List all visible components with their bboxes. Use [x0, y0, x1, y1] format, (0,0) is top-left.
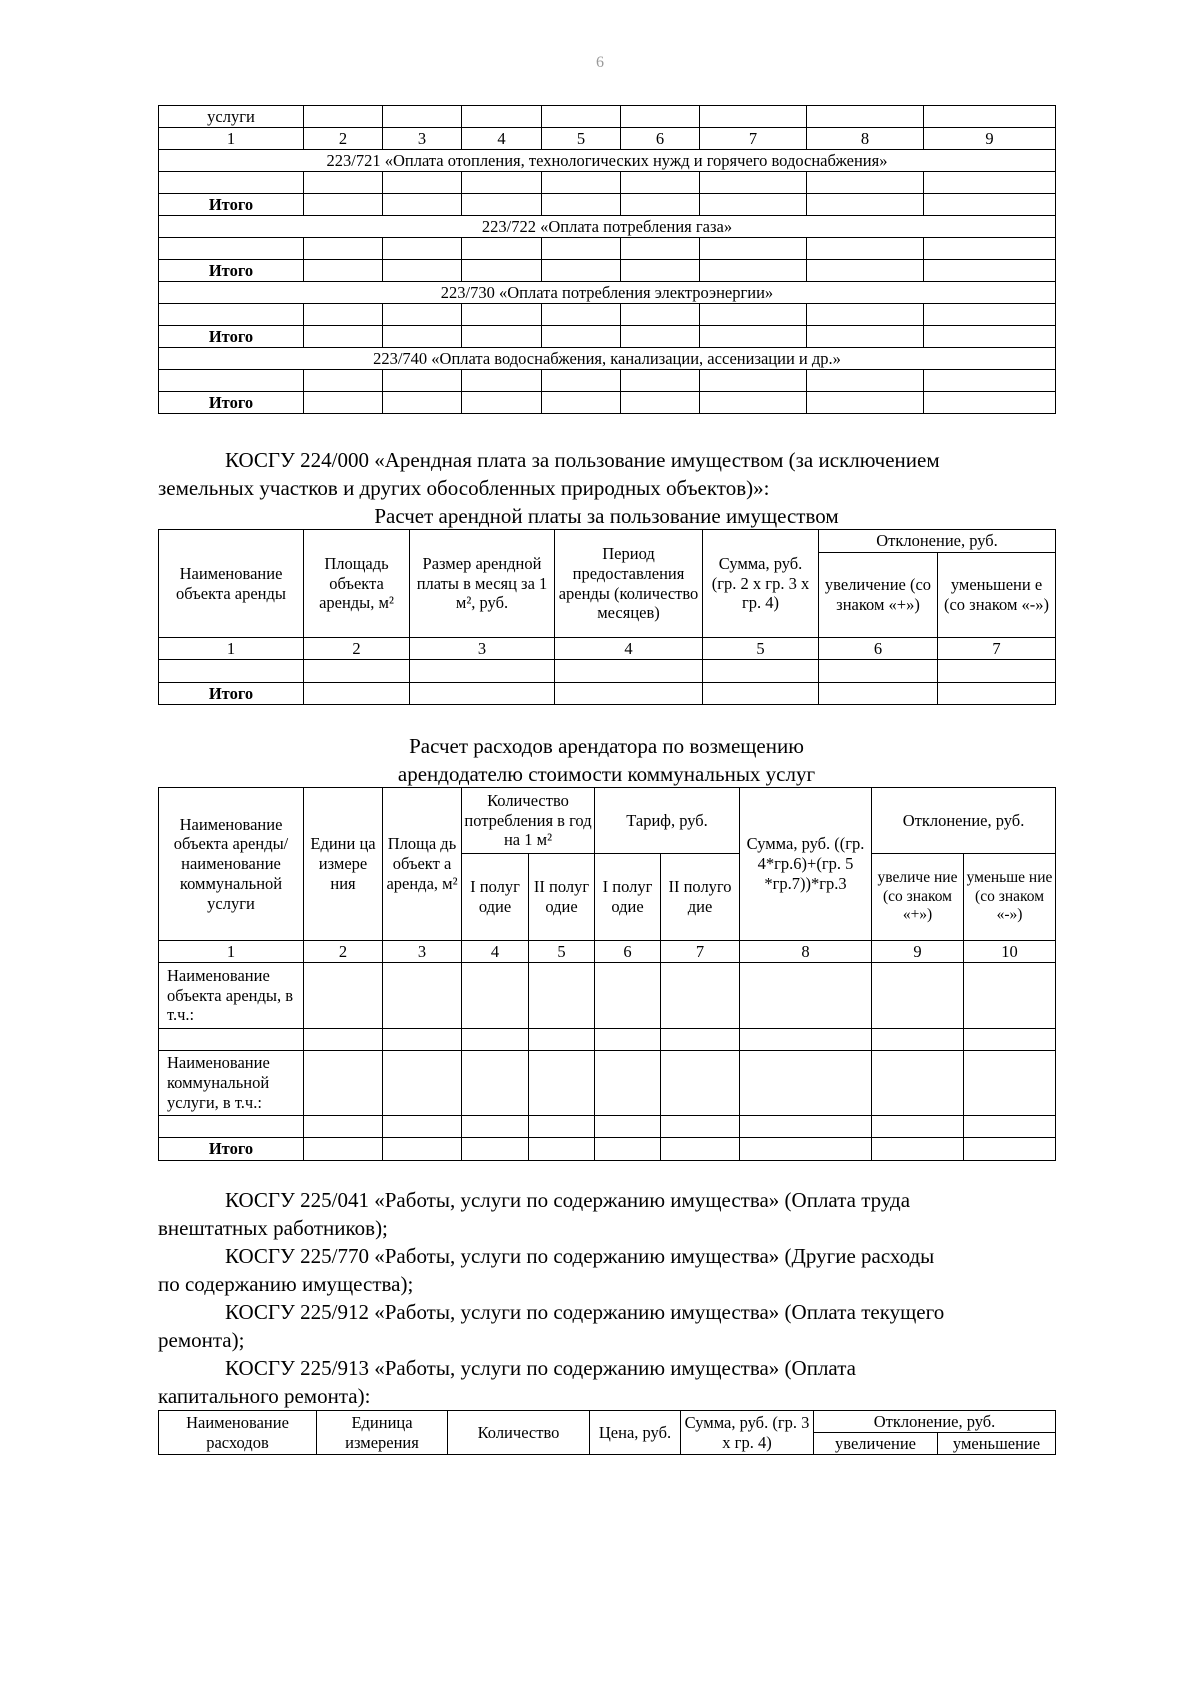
- paragraph-line: КОСГУ 225/770 «Работы, услуги по содержанию имущества» (Другие расходы: [225, 1244, 935, 1268]
- empty-cell: [700, 260, 807, 282]
- empty-cell: [621, 260, 700, 282]
- col-num: 2: [304, 941, 383, 963]
- empty-cell: [872, 1138, 964, 1161]
- empty-cell: [621, 106, 700, 128]
- empty-cell: [529, 1116, 595, 1138]
- column-numbers-row: [159, 128, 1056, 150]
- paragraph-line: КОСГУ 225/041 «Работы, услуги по содержанию имущества» (Оплата труда: [225, 1188, 911, 1212]
- kosgu-225-paragraphs: [158, 1186, 1055, 1410]
- total-row: [159, 194, 1056, 216]
- caption-line: Расчет расходов арендатора по возмещению: [409, 734, 804, 758]
- empty-cell: [304, 1029, 383, 1051]
- header-cell: Цена, руб.: [590, 1411, 681, 1455]
- total-row: [159, 683, 1056, 705]
- empty-cell: [700, 172, 807, 194]
- utility-reimbursement-table: [158, 787, 1056, 1161]
- col-num: 8: [807, 128, 924, 150]
- empty-cell: [383, 304, 462, 326]
- header-cell: II полуг одие: [529, 854, 595, 941]
- empty-cell: [529, 963, 595, 1029]
- table-row: [159, 172, 1056, 194]
- empty-cell: [807, 172, 924, 194]
- empty-cell: [964, 1029, 1056, 1051]
- col-num: 10: [964, 941, 1056, 963]
- col-num: 2: [304, 638, 410, 660]
- col-num: 4: [462, 941, 529, 963]
- empty-cell: [621, 392, 700, 414]
- empty-cell: [159, 172, 304, 194]
- table-row: [159, 1029, 1056, 1051]
- table-row: [159, 1051, 1056, 1116]
- empty-cell: [621, 194, 700, 216]
- table-row: [159, 660, 1056, 683]
- empty-cell: [555, 683, 703, 705]
- header-cell: увеличе ние (со знаком «+»): [872, 854, 964, 941]
- empty-cell: [304, 238, 383, 260]
- empty-cell: [383, 1116, 462, 1138]
- empty-cell: [529, 1138, 595, 1161]
- empty-cell: [462, 172, 542, 194]
- header-cell: Тариф, руб.: [595, 788, 740, 854]
- rent-table-caption: Расчет арендной платы за пользование имуществом: [374, 504, 839, 528]
- col-num: 2: [304, 128, 383, 150]
- empty-cell: [924, 370, 1056, 392]
- empty-cell: [383, 194, 462, 216]
- table-row: [159, 1116, 1056, 1138]
- paragraph-line: внештатных работников);: [158, 1216, 388, 1240]
- empty-cell: [542, 304, 621, 326]
- empty-cell: [621, 172, 700, 194]
- empty-cell: [703, 683, 819, 705]
- header-cell: I полуг одие: [462, 854, 529, 941]
- empty-cell: [383, 238, 462, 260]
- empty-cell: [410, 660, 555, 683]
- header-cell: увеличение: [814, 1433, 938, 1455]
- paragraph-line: земельных участков и других обособленных природных объектов)»:: [158, 476, 770, 500]
- empty-cell: [595, 963, 661, 1029]
- empty-cell: [542, 106, 621, 128]
- kosgu-224-paragraph: [158, 446, 1055, 502]
- empty-cell: [462, 1029, 529, 1051]
- col-num: 4: [555, 638, 703, 660]
- total-label: Итого: [159, 326, 304, 348]
- empty-cell: [924, 194, 1056, 216]
- paragraph-line: ремонта);: [158, 1328, 245, 1352]
- header-cell: Наименование объекта аренды/ наименование коммунальной услуги: [159, 788, 304, 941]
- empty-cell: [542, 326, 621, 348]
- empty-cell: [383, 1029, 462, 1051]
- empty-cell: [159, 660, 304, 683]
- empty-cell: [542, 172, 621, 194]
- empty-cell: [383, 392, 462, 414]
- header-cell: уменьше ние (со знаком «-»): [964, 854, 1056, 941]
- empty-cell: [529, 1029, 595, 1051]
- empty-cell: [740, 963, 872, 1029]
- empty-cell: [621, 304, 700, 326]
- empty-cell: [964, 1116, 1056, 1138]
- header-cell: услуги: [159, 106, 304, 128]
- empty-cell: [159, 1029, 304, 1051]
- empty-cell: [700, 106, 807, 128]
- col-num: 9: [872, 941, 964, 963]
- col-num: 5: [529, 941, 595, 963]
- empty-cell: [807, 260, 924, 282]
- table-row: [159, 370, 1056, 392]
- empty-cell: [661, 1051, 740, 1116]
- section-heading: 223/730 «Оплата потребления электроэнергии»: [159, 282, 1056, 304]
- empty-cell: [383, 260, 462, 282]
- rent-calculation-table: [158, 529, 1056, 705]
- caption-line: арендодателю стоимости коммунальных услуг: [397, 762, 816, 786]
- header-cell: Площадь объекта аренды, м²: [304, 530, 410, 638]
- empty-cell: [621, 326, 700, 348]
- total-row: [159, 1138, 1056, 1161]
- empty-cell: [924, 172, 1056, 194]
- empty-cell: [700, 370, 807, 392]
- empty-cell: [159, 1116, 304, 1138]
- empty-cell: [703, 660, 819, 683]
- col-num: 3: [383, 941, 462, 963]
- empty-cell: [304, 1116, 383, 1138]
- empty-cell: [924, 106, 1056, 128]
- empty-cell: [462, 1116, 529, 1138]
- empty-cell: [159, 238, 304, 260]
- empty-cell: [304, 660, 410, 683]
- maintenance-expenses-table: [158, 1410, 1056, 1455]
- header-cell: Отклонение, руб.: [814, 1411, 1056, 1433]
- empty-cell: [807, 370, 924, 392]
- header-cell: Едини ца измере ния: [304, 788, 383, 941]
- empty-cell: [383, 370, 462, 392]
- total-row: [159, 392, 1056, 414]
- empty-cell: [924, 392, 1056, 414]
- empty-cell: [304, 370, 383, 392]
- total-label: Итого: [159, 683, 304, 705]
- page-number: 6: [596, 54, 604, 71]
- col-num: 6: [595, 941, 661, 963]
- empty-cell: [462, 238, 542, 260]
- empty-cell: [304, 106, 383, 128]
- empty-cell: [661, 1138, 740, 1161]
- empty-cell: [462, 304, 542, 326]
- empty-cell: [304, 260, 383, 282]
- empty-cell: [304, 194, 383, 216]
- total-label: Итого: [159, 392, 304, 414]
- empty-cell: [304, 683, 410, 705]
- empty-cell: [924, 304, 1056, 326]
- col-num: 5: [703, 638, 819, 660]
- header-cell: Сумма, руб. ((гр. 4*гр.6)+(гр. 5 *гр.7))*гр.3: [740, 788, 872, 941]
- paragraph-line: капитального ремонта):: [158, 1384, 371, 1408]
- empty-cell: [383, 1138, 462, 1161]
- col-num: 7: [661, 941, 740, 963]
- empty-cell: [700, 326, 807, 348]
- header-cell: Размер арендной платы в месяц за 1 м², руб.: [410, 530, 555, 638]
- col-num: 7: [938, 638, 1056, 660]
- empty-cell: [383, 172, 462, 194]
- section-heading: 223/722 «Оплата потребления газа»: [159, 216, 1056, 238]
- empty-cell: [700, 238, 807, 260]
- empty-cell: [542, 370, 621, 392]
- column-numbers-row: [159, 638, 1056, 660]
- empty-cell: [383, 326, 462, 348]
- empty-cell: [304, 1051, 383, 1116]
- empty-cell: [807, 326, 924, 348]
- empty-cell: [542, 238, 621, 260]
- empty-cell: [304, 304, 383, 326]
- header-cell: I полуг одие: [595, 854, 661, 941]
- empty-cell: [462, 1051, 529, 1116]
- empty-cell: [383, 963, 462, 1029]
- col-num: 1: [159, 941, 304, 963]
- empty-cell: [542, 260, 621, 282]
- empty-cell: [529, 1051, 595, 1116]
- table-row: [159, 963, 1056, 1029]
- header-cell: Отклонение, руб.: [819, 530, 1056, 553]
- empty-cell: [462, 194, 542, 216]
- header-cell: уменьшение: [938, 1433, 1056, 1455]
- empty-cell: [595, 1051, 661, 1116]
- col-num: 6: [819, 638, 938, 660]
- col-num: 5: [542, 128, 621, 150]
- empty-cell: [807, 392, 924, 414]
- header-cell: Период предоставления аренды (количество месяцев): [555, 530, 703, 638]
- row-label: Наименование объекта аренды, в т.ч.:: [159, 963, 304, 1029]
- empty-cell: [700, 304, 807, 326]
- column-numbers-row: [159, 941, 1056, 963]
- paragraph-line: КОСГУ 224/000 «Арендная плата за пользование имуществом (за исключением: [225, 448, 940, 472]
- header-cell: Количество потребления в год на 1 м²: [462, 788, 595, 854]
- empty-cell: [807, 304, 924, 326]
- empty-cell: [304, 326, 383, 348]
- empty-cell: [462, 106, 542, 128]
- empty-cell: [872, 1029, 964, 1051]
- empty-cell: [872, 1116, 964, 1138]
- col-num: 8: [740, 941, 872, 963]
- empty-cell: [542, 194, 621, 216]
- col-num: 3: [383, 128, 462, 150]
- header-cell: Количество: [448, 1411, 590, 1455]
- empty-cell: [661, 1116, 740, 1138]
- utilities-table: [158, 105, 1056, 414]
- empty-cell: [462, 392, 542, 414]
- empty-cell: [740, 1116, 872, 1138]
- empty-cell: [740, 1029, 872, 1051]
- empty-cell: [595, 1029, 661, 1051]
- empty-cell: [700, 392, 807, 414]
- empty-cell: [462, 963, 529, 1029]
- table-row: [159, 304, 1056, 326]
- paragraph-line: по содержанию имущества);: [158, 1272, 414, 1296]
- empty-cell: [924, 238, 1056, 260]
- col-num: 1: [159, 638, 304, 660]
- empty-cell: [872, 963, 964, 1029]
- empty-cell: [462, 370, 542, 392]
- col-num: 6: [621, 128, 700, 150]
- empty-cell: [462, 1138, 529, 1161]
- header-cell: Наименование расходов: [159, 1411, 317, 1455]
- empty-cell: [595, 1138, 661, 1161]
- empty-cell: [304, 392, 383, 414]
- header-cell: Наименование объекта аренды: [159, 530, 304, 638]
- empty-cell: [462, 260, 542, 282]
- empty-cell: [159, 370, 304, 392]
- empty-cell: [964, 963, 1056, 1029]
- empty-cell: [938, 683, 1056, 705]
- empty-cell: [621, 238, 700, 260]
- empty-cell: [383, 1051, 462, 1116]
- header-cell: Сумма, руб. (гр. 2 х гр. 3 х гр. 4): [703, 530, 819, 638]
- empty-cell: [807, 106, 924, 128]
- empty-cell: [595, 1116, 661, 1138]
- header-cell: Единица измерения: [317, 1411, 448, 1455]
- col-num: 9: [924, 128, 1056, 150]
- empty-cell: [807, 194, 924, 216]
- col-num: 3: [410, 638, 555, 660]
- empty-cell: [304, 172, 383, 194]
- col-num: 1: [159, 128, 304, 150]
- empty-cell: [621, 370, 700, 392]
- empty-cell: [383, 106, 462, 128]
- empty-cell: [661, 963, 740, 1029]
- empty-cell: [410, 683, 555, 705]
- total-label: Итого: [159, 260, 304, 282]
- empty-cell: [661, 1029, 740, 1051]
- col-num: 4: [462, 128, 542, 150]
- empty-cell: [304, 963, 383, 1029]
- empty-cell: [462, 326, 542, 348]
- row-label: Наименование коммунальной услуги, в т.ч.:: [159, 1051, 304, 1116]
- total-label: Итого: [159, 1138, 304, 1161]
- empty-cell: [964, 1138, 1056, 1161]
- empty-cell: [807, 238, 924, 260]
- empty-cell: [819, 683, 938, 705]
- section-heading: 223/740 «Оплата водоснабжения, канализации, ассенизации и др.»: [159, 348, 1056, 370]
- header-cell: увеличение (со знаком «+»): [819, 553, 938, 638]
- header-cell: Сумма, руб. (гр. 3 х гр. 4): [681, 1411, 814, 1455]
- total-row: [159, 326, 1056, 348]
- header-cell: уменьшени е (со знаком «-»): [938, 553, 1056, 638]
- empty-cell: [964, 1051, 1056, 1116]
- utility-table-caption: [158, 732, 1055, 788]
- col-num: 7: [700, 128, 807, 150]
- section-heading: 223/721 «Оплата отопления, технологических нужд и горячего водоснабжения»: [159, 150, 1056, 172]
- header-cell: Отклонение, руб.: [872, 788, 1056, 854]
- empty-cell: [159, 304, 304, 326]
- empty-cell: [819, 660, 938, 683]
- empty-cell: [555, 660, 703, 683]
- empty-cell: [938, 660, 1056, 683]
- paragraph-line: КОСГУ 225/913 «Работы, услуги по содержанию имущества» (Оплата: [225, 1356, 856, 1380]
- total-label: Итого: [159, 194, 304, 216]
- empty-cell: [740, 1051, 872, 1116]
- empty-cell: [304, 1138, 383, 1161]
- empty-cell: [924, 326, 1056, 348]
- empty-cell: [924, 260, 1056, 282]
- empty-cell: [542, 392, 621, 414]
- header-cell: Площа дь объект а аренда, м²: [383, 788, 462, 941]
- total-row: [159, 260, 1056, 282]
- table-row: [159, 238, 1056, 260]
- header-cell: II полуго дие: [661, 854, 740, 941]
- empty-cell: [872, 1051, 964, 1116]
- paragraph-line: КОСГУ 225/912 «Работы, услуги по содержанию имущества» (Оплата текущего: [225, 1300, 945, 1324]
- empty-cell: [700, 194, 807, 216]
- empty-cell: [740, 1138, 872, 1161]
